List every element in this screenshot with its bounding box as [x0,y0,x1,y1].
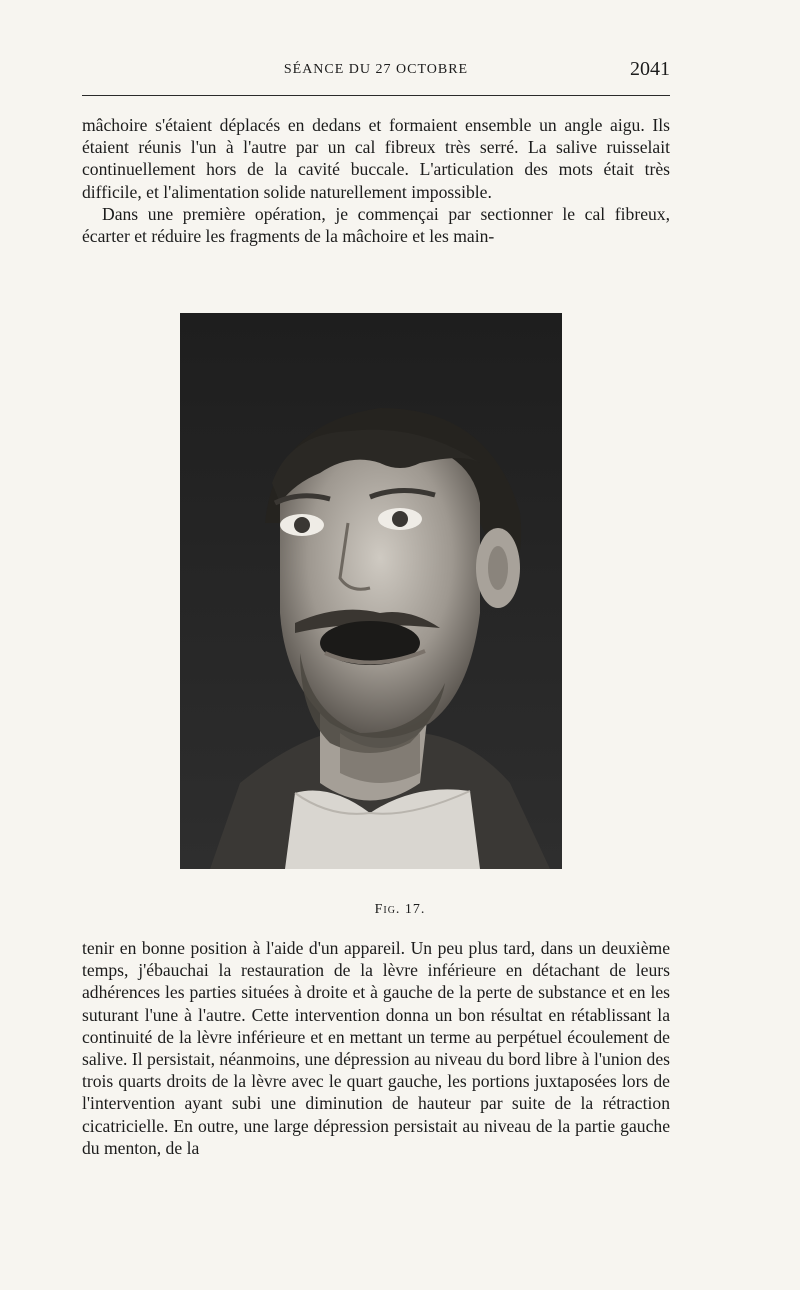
body-paragraph: tenir en bonne position à l'aide d'un appareil. Un peu plus tard, dans un deuxième temps, j'ébauchai la restauration de la lèvre inférieure en détachant de leurs adhérences les parties situées à droite et à gauche de la perte de substance et en les suturant l'une à l'autre. Cette intervention donna un bon résultat en rétablissant la continuité de la lèvre inférieure et en mettant un terme au perpétuel écoulement de salive. Il persistait, néanmoins, une dépression au niveau du bord libre à l'union des trois quarts droits de la lèvre avec le quart gauche, les portions juxtaposées lors de l'intervention ayant subi une diminution de hauteur par suite de la rétraction cicatricielle. En outre, une large dépression persistait au niveau de la partie gauche du menton, de la [82,938,670,1158]
body-paragraph: mâchoire s'étaient déplacés en dedans et formaient ensemble un angle aigu. Ils étaient réunis l'un à l'autre par un cal fibreux très serré. La salive ruisselait continuellement hors de la cavité buccale. L'articulation des mots était très difficile, et l'alimentation solide naturellement impossible. [82,115,670,202]
header-rule [82,95,670,96]
portrait-photo [180,313,562,869]
figure-photograph [180,313,562,869]
body-paragraph: Dans une première opération, je commençai par sectionner le cal fibreux, écarter et réduire les fragments de la mâchoire et les main- [82,203,670,247]
page-header [82,58,670,82]
figure-caption: Fig. 17. [374,902,426,917]
body-text-top [82,114,670,247]
body-text-bottom [82,937,670,1159]
running-head: SÉANCE DU 27 OCTOBRE [283,62,469,77]
page-number: 2041 [630,58,670,80]
